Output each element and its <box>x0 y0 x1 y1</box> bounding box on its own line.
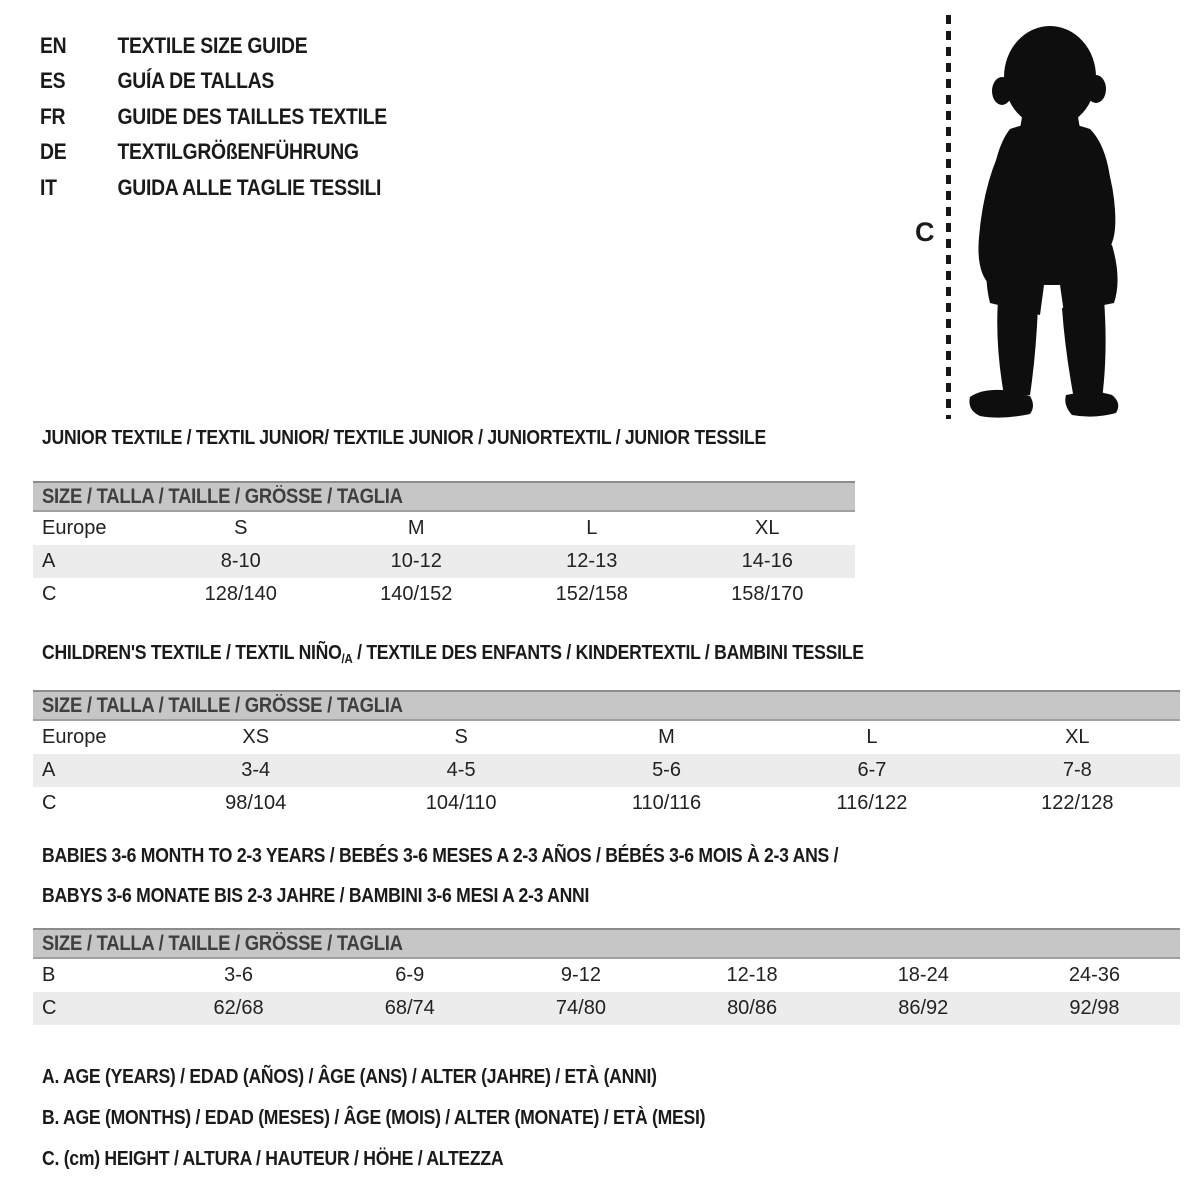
language-code: FR <box>40 103 66 129</box>
size-header-bar: SIZE / TALLA / TAILLE / GRÖSSE / TAGLIA <box>33 481 855 512</box>
guide-title-it: GUIDA ALLE TAGLIE TESSILI <box>117 174 382 200</box>
guide-title-fr: GUIDE DES TAILLES TEXTILE <box>117 103 387 129</box>
age-cell: 4-5 <box>446 759 476 781</box>
legend-line-b: B. AGE (MONTHS) / EDAD (MESES) / ÂGE (MOIS) / ALTER (MONATE) / ETÀ (MESI) <box>42 1107 706 1129</box>
height-cell: 158/170 <box>731 583 804 605</box>
height-cell: 110/116 <box>631 792 702 814</box>
height-cell: 68/74 <box>384 997 435 1019</box>
age-cell: 6-7 <box>857 759 887 781</box>
row-label-c: C <box>42 997 57 1019</box>
language-row-en <box>40 28 434 64</box>
table-row-height-cm <box>33 787 1180 820</box>
table-row-height-cm <box>33 992 1180 1025</box>
section-title-children: CHILDREN'S TEXTILE / TEXTIL $NIÑO_{/A}$ / TEXTILE DES ENFANTS / KINDERTEXTIL / BAMBINI TESSILE <box>42 642 864 666</box>
language-code: EN <box>40 32 67 58</box>
junior-size-table <box>33 481 855 611</box>
age-cell: 6-9 <box>395 964 425 986</box>
row-label-c: C <box>42 792 57 814</box>
table-row-height-cm <box>33 578 855 611</box>
height-cell: 140/152 <box>380 583 453 605</box>
guide-title-en: TEXTILE SIZE GUIDE <box>117 32 308 58</box>
table-row-region <box>33 512 855 545</box>
size-column-header: M <box>658 726 675 748</box>
size-column-header: L <box>866 726 878 748</box>
age-cell: 3-4 <box>241 759 271 781</box>
children-size-table <box>33 690 1180 820</box>
section-title-babies-line1: BABIES 3-6 MONTH TO 2-3 YEARS / BEBÉS 3-6 MESES A 2-3 AÑOS / BÉBÉS 3-6 MOIS À 2-3 ANS / <box>42 845 839 867</box>
table-row-age-years <box>33 754 1180 787</box>
language-row-it <box>40 170 434 206</box>
age-cell: 7-8 <box>1062 759 1092 781</box>
height-cell: 92/98 <box>1069 997 1120 1019</box>
height-cell: 122/128 <box>1041 792 1114 814</box>
age-cell: 18-24 <box>897 964 949 986</box>
age-cell: 24-36 <box>1068 964 1121 986</box>
age-cell: 14-16 <box>741 550 793 572</box>
height-cell: 98/104 <box>225 792 287 814</box>
height-measure-line <box>946 15 951 419</box>
age-cell: 5-6 <box>652 759 681 781</box>
language-code: DE <box>40 139 67 165</box>
legend <box>42 1057 796 1180</box>
guide-title-de: TEXTILGRÖßENFÜHRUNG <box>117 139 359 165</box>
size-header-bar: SIZE / TALLA / TAILLE / GRÖSSE / TAGLIA <box>33 690 1180 721</box>
size-column-header: S <box>454 726 468 748</box>
height-cell: 74/80 <box>555 997 606 1019</box>
age-cell: 12-13 <box>566 550 618 572</box>
size-column-header: S <box>234 517 248 539</box>
row-label-europe: Europe <box>42 517 107 539</box>
age-cell: 9-12 <box>560 964 601 986</box>
height-cell: 128/140 <box>204 583 277 605</box>
size-column-header: XS <box>242 726 270 748</box>
age-cell: 8-10 <box>220 550 261 572</box>
guide-title-es: GUÍA DE TALLAS <box>117 68 274 94</box>
size-column-header: M <box>407 517 425 539</box>
row-label-b: B <box>42 964 56 986</box>
legend-line-c: C. (cm) HEIGHT / ALTURA / HAUTEUR / HÖHE / ALTEZZA <box>42 1148 504 1170</box>
language-title-list <box>40 28 434 206</box>
age-cell: 3-6 <box>224 964 254 986</box>
row-label-europe: Europe <box>42 726 107 748</box>
height-cell: 86/92 <box>898 997 949 1019</box>
table-row-age-years <box>33 545 855 578</box>
size-column-header: XL <box>755 517 780 539</box>
size-column-header: L <box>586 517 598 539</box>
baby-silhouette-illustration <box>962 25 1146 425</box>
height-cell: 152/158 <box>555 583 628 605</box>
language-row-de <box>40 135 434 171</box>
age-cell: 10-12 <box>390 550 442 572</box>
language-code: IT <box>40 174 57 200</box>
height-measure-label: C <box>915 217 935 247</box>
age-cell: 12-18 <box>726 964 778 986</box>
size-column-header: XL <box>1065 726 1090 748</box>
height-cell: 62/68 <box>213 997 264 1019</box>
height-cell: 80/86 <box>727 997 778 1019</box>
size-header-bar: SIZE / TALLA / TAILLE / GRÖSSE / TAGLIA <box>33 928 1180 959</box>
nino-a-subscript: /A <box>341 651 353 666</box>
table-row-region <box>33 721 1180 754</box>
section-title-junior: JUNIOR TEXTILE / TEXTIL JUNIOR/ TEXTILE JUNIOR / JUNIORTEXTIL / JUNIOR TESSILE <box>42 427 766 449</box>
language-row-fr <box>40 99 434 135</box>
height-cell: 104/110 <box>425 792 497 814</box>
height-cell: 116/122 <box>836 792 908 814</box>
section-title-babies-line2: BABYS 3-6 MONATE BIS 2-3 JAHRE / BAMBINI 3-6 MESI A 2-3 ANNI <box>42 885 590 907</box>
table-row-age-months <box>33 959 1180 992</box>
babies-size-table <box>33 928 1180 1025</box>
legend-line-a: A. AGE (YEARS) / EDAD (AÑOS) / ÂGE (ANS) / ALTER (JAHRE) / ETÀ (ANNI) <box>42 1066 657 1088</box>
language-row-es <box>40 64 434 100</box>
row-label-a: A <box>42 759 56 781</box>
row-label-c: C <box>42 583 57 605</box>
row-label-a: A <box>42 550 56 572</box>
language-code: ES <box>40 68 66 94</box>
